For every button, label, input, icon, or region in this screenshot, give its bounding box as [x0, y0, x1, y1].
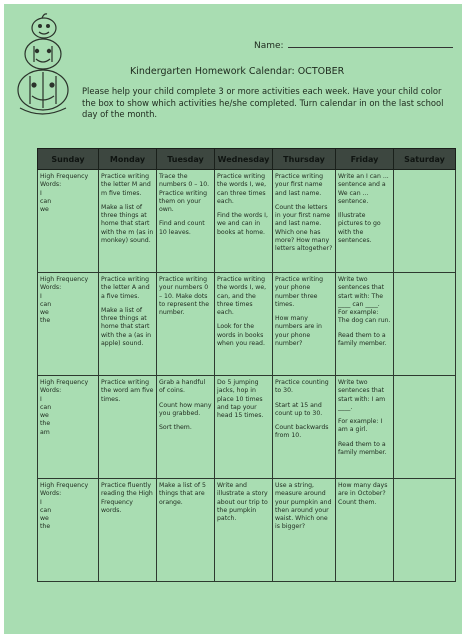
activity-text: Write an I can ... sentence and a We can ... sentence. [338, 173, 389, 205]
activity-cell-thursday[interactable] [273, 376, 336, 479]
activity-cell-friday[interactable] [336, 170, 394, 273]
week-row-2 [38, 273, 456, 376]
activity-text: Start at 15 and count up to 30. [275, 401, 323, 417]
week-row-3 [38, 376, 456, 479]
activity-text: Sort them. [159, 424, 192, 432]
activity-text: Practice writing the words I, we, can, and the three times each. [217, 276, 267, 317]
activity-cell-monday[interactable] [99, 170, 157, 273]
activity-cell-sunday[interactable] [38, 273, 99, 376]
activity-text: Count how many you grabbed. [159, 401, 212, 417]
instructions-text: Please help your child complete 3 or more activities each week. Have your child color the box to show which activities he/she completed. Turn calendar in on the last school day of the month. [82, 86, 444, 119]
activity-cell-friday[interactable] [336, 479, 394, 582]
calendar-header-row [38, 149, 456, 170]
activity-text: Illustrate pictures to go with the sentences. [338, 212, 381, 245]
activity-cell-tuesday[interactable] [157, 170, 215, 273]
activity-cell-saturday[interactable] [394, 273, 456, 376]
activity-cell-friday[interactable] [336, 376, 394, 479]
week-row-1 [38, 170, 456, 273]
activity-text: Practice fluently reading the High Frequency words. [101, 482, 153, 514]
day-header-thursday: Thursday [273, 149, 336, 170]
activity-cell-wednesday[interactable] [215, 273, 273, 376]
name-field [254, 38, 453, 51]
activity-text: Practice counting to 30. [275, 379, 329, 395]
day-header-friday: Friday [336, 149, 394, 170]
activity-text: Read them to a family member. [338, 440, 387, 457]
activity-text: Write and illustrate a story about our trip to the pumpkin patch. [217, 482, 268, 523]
activity-text: Trace the numbers 0 – 10. Practice writing them on your own. [159, 173, 210, 214]
day-header-wednesday: Wednesday [215, 149, 273, 170]
activity-cell-thursday[interactable] [273, 170, 336, 273]
activity-cell-wednesday[interactable] [215, 170, 273, 273]
activity-cell-monday[interactable] [99, 376, 157, 479]
activity-cell-saturday[interactable] [394, 479, 456, 582]
name-blank [288, 38, 453, 48]
activity-text: Practice writing your first name and last name. [275, 173, 323, 197]
activity-text: High Frequency Words: I can we the [40, 276, 89, 325]
activity-text: For example: I am a girl. [338, 418, 383, 434]
day-header-monday: Monday [99, 149, 157, 170]
activity-text: Find and count 10 leaves. [159, 220, 205, 236]
activity-cell-friday[interactable] [336, 273, 394, 376]
activity-cell-thursday[interactable] [273, 273, 336, 376]
activity-cell-wednesday[interactable] [215, 376, 273, 479]
activity-text: Write two sentences that start with: The ____ can ____. For example: The dog can run. [338, 276, 391, 325]
activity-text: Do 5 jumping jacks, hop in place 10 times and tap your head 15 times. [217, 379, 264, 420]
activity-text: Practice writing the words I, we, can three times each. [217, 173, 267, 205]
activity-text: Grab a handful of coins. [159, 379, 206, 395]
activity-text: Make a list of three things at home that start with the a (as in apple) sound. [101, 306, 152, 348]
activity-cell-sunday[interactable] [38, 479, 99, 582]
activity-text: Find the words I, we and can in books at home. [217, 212, 268, 236]
activity-cell-tuesday[interactable] [157, 273, 215, 376]
activity-text: Count the letters in your first name and last name. Which one has more? How many letters altogether? [275, 203, 333, 253]
homework-calendar-table [37, 148, 456, 582]
activity-cell-wednesday[interactable] [215, 479, 273, 582]
activity-text: Count backwards from 10. [275, 424, 329, 440]
homework-sheet [4, 4, 462, 634]
activity-text: Use a string, measure around your pumpkin and then around your waist. Which one is bigger? [275, 482, 332, 531]
activity-text: High Frequency Words: I can we the am [40, 379, 89, 436]
week-row-4 [38, 479, 456, 582]
activity-cell-monday[interactable] [99, 479, 157, 582]
page-title: Kindergarten Homework Calendar: OCTOBER [130, 66, 345, 77]
activity-text: Look for the words in books when you read. [217, 323, 265, 348]
activity-text: How many days are in October? Count them. [338, 482, 388, 506]
activity-text: Practice writing the letter A and a five times. [101, 276, 150, 300]
name-label: Name: [254, 41, 284, 51]
day-header-sunday: Sunday [38, 149, 99, 170]
activity-cell-sunday[interactable] [38, 376, 99, 479]
activity-text: Practice writing your phone number three times. [275, 276, 323, 308]
activity-text: Practice writing the letter M and m five times. [101, 173, 151, 197]
activity-text: Make a list of three things at home that start with the m (as in monkey) sound. [101, 203, 154, 245]
activity-text: Practice writing your numbers 0 – 10. Make dots to represent the number. [159, 276, 210, 317]
activity-cell-thursday[interactable] [273, 479, 336, 582]
activity-cell-monday[interactable] [99, 273, 157, 376]
pumpkin-stack-illustration [14, 12, 72, 122]
activity-text: Practice writing the word am five times. [101, 379, 154, 403]
activity-text: Make a list of 5 things that are orange. [159, 482, 206, 506]
day-header-tuesday: Tuesday [157, 149, 215, 170]
activity-cell-saturday[interactable] [394, 376, 456, 479]
activity-text: How many numbers are in your phone number? [275, 315, 322, 348]
day-header-saturday: Saturday [394, 149, 456, 170]
activity-cell-tuesday[interactable] [157, 376, 215, 479]
activity-cell-tuesday[interactable] [157, 479, 215, 582]
activity-text: Read them to a family member. [338, 331, 387, 348]
activity-text: Write two sentences that start with: I am ____. [338, 379, 386, 411]
activity-cell-sunday[interactable] [38, 170, 99, 273]
activity-text: High Frequency Words: I can we [40, 173, 89, 214]
activity-cell-saturday[interactable] [394, 170, 456, 273]
activity-text: High Frequency Words: I can we the [40, 482, 89, 531]
